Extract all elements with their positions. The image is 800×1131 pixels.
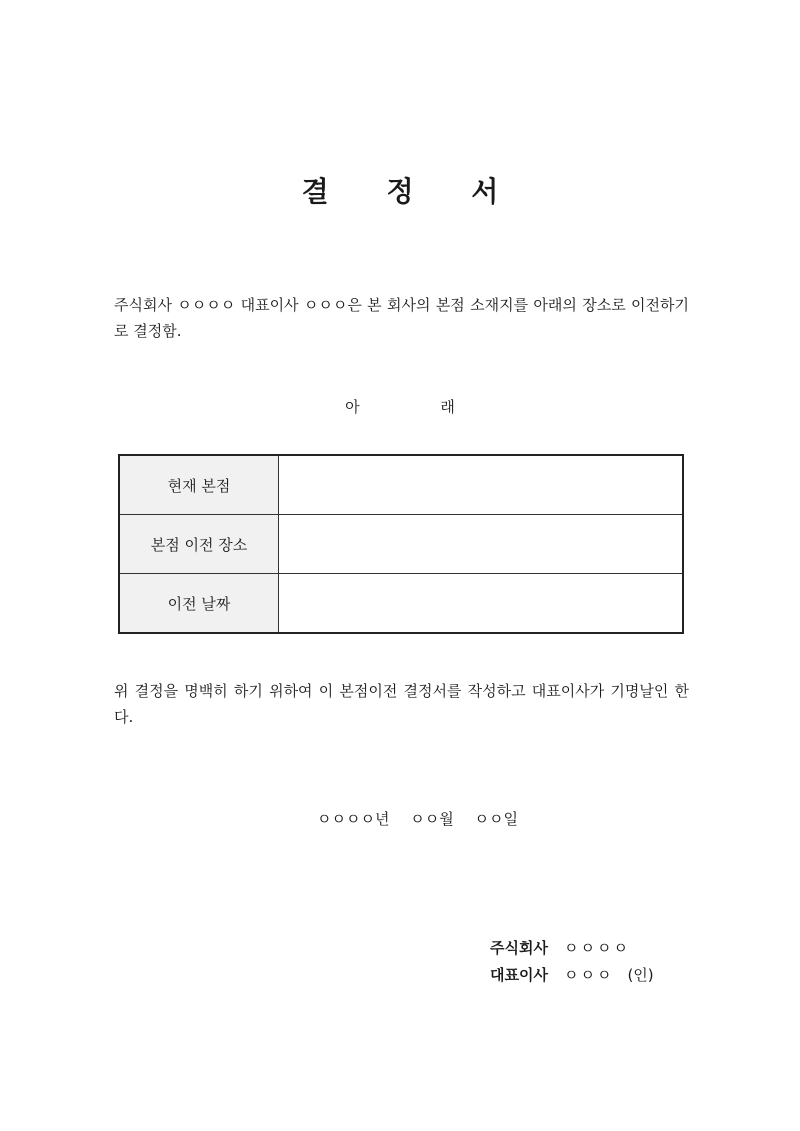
company-label: 주식회사 [490, 939, 548, 957]
date-day: ㅇㅇ일 [474, 810, 518, 828]
date-month: ㅇㅇ월 [410, 810, 454, 828]
below-heading [0, 396, 800, 417]
row-label-current-office: 현재 본점 [119, 455, 279, 515]
ceo-label: 대표이사 [490, 966, 548, 984]
relocation-info-table [118, 454, 684, 634]
date-year: ㅇㅇㅇㅇ년 [317, 810, 390, 828]
row-label-new-location: 본점 이전 장소 [119, 515, 279, 574]
ceo-value: ㅇㅇㅇ [563, 966, 614, 984]
signature-ceo [490, 964, 654, 985]
table-row [119, 574, 683, 634]
title-char: 서 [471, 175, 499, 208]
document-date [0, 808, 800, 829]
intro-paragraph: 주식회사 ㅇㅇㅇㅇ 대표이사 ㅇㅇㅇ은 본 회사의 본점 소재지를 아래의 장소로 이전하기로 결정함. [114, 296, 689, 340]
title-char: 결 [301, 175, 329, 208]
signature-company [490, 937, 630, 958]
row-value-relocation-date[interactable] [279, 574, 684, 634]
table-row [119, 515, 683, 574]
row-label-relocation-date: 이전 날짜 [119, 574, 279, 634]
company-value: ㅇㅇㅇㅇ [563, 939, 630, 957]
below-heading-char: 아 [345, 398, 360, 416]
row-value-new-location[interactable] [279, 515, 684, 574]
table-row [119, 455, 683, 515]
seal-mark: (인) [627, 966, 654, 984]
document-title [0, 170, 800, 210]
row-value-current-office[interactable] [279, 455, 684, 515]
title-char: 정 [386, 175, 414, 208]
closing-paragraph: 위 결정을 명백히 하기 위하여 이 본점이전 결정서를 작성하고 대표이사가 기명날인 한다. [114, 682, 689, 726]
below-heading-char: 래 [440, 398, 455, 416]
